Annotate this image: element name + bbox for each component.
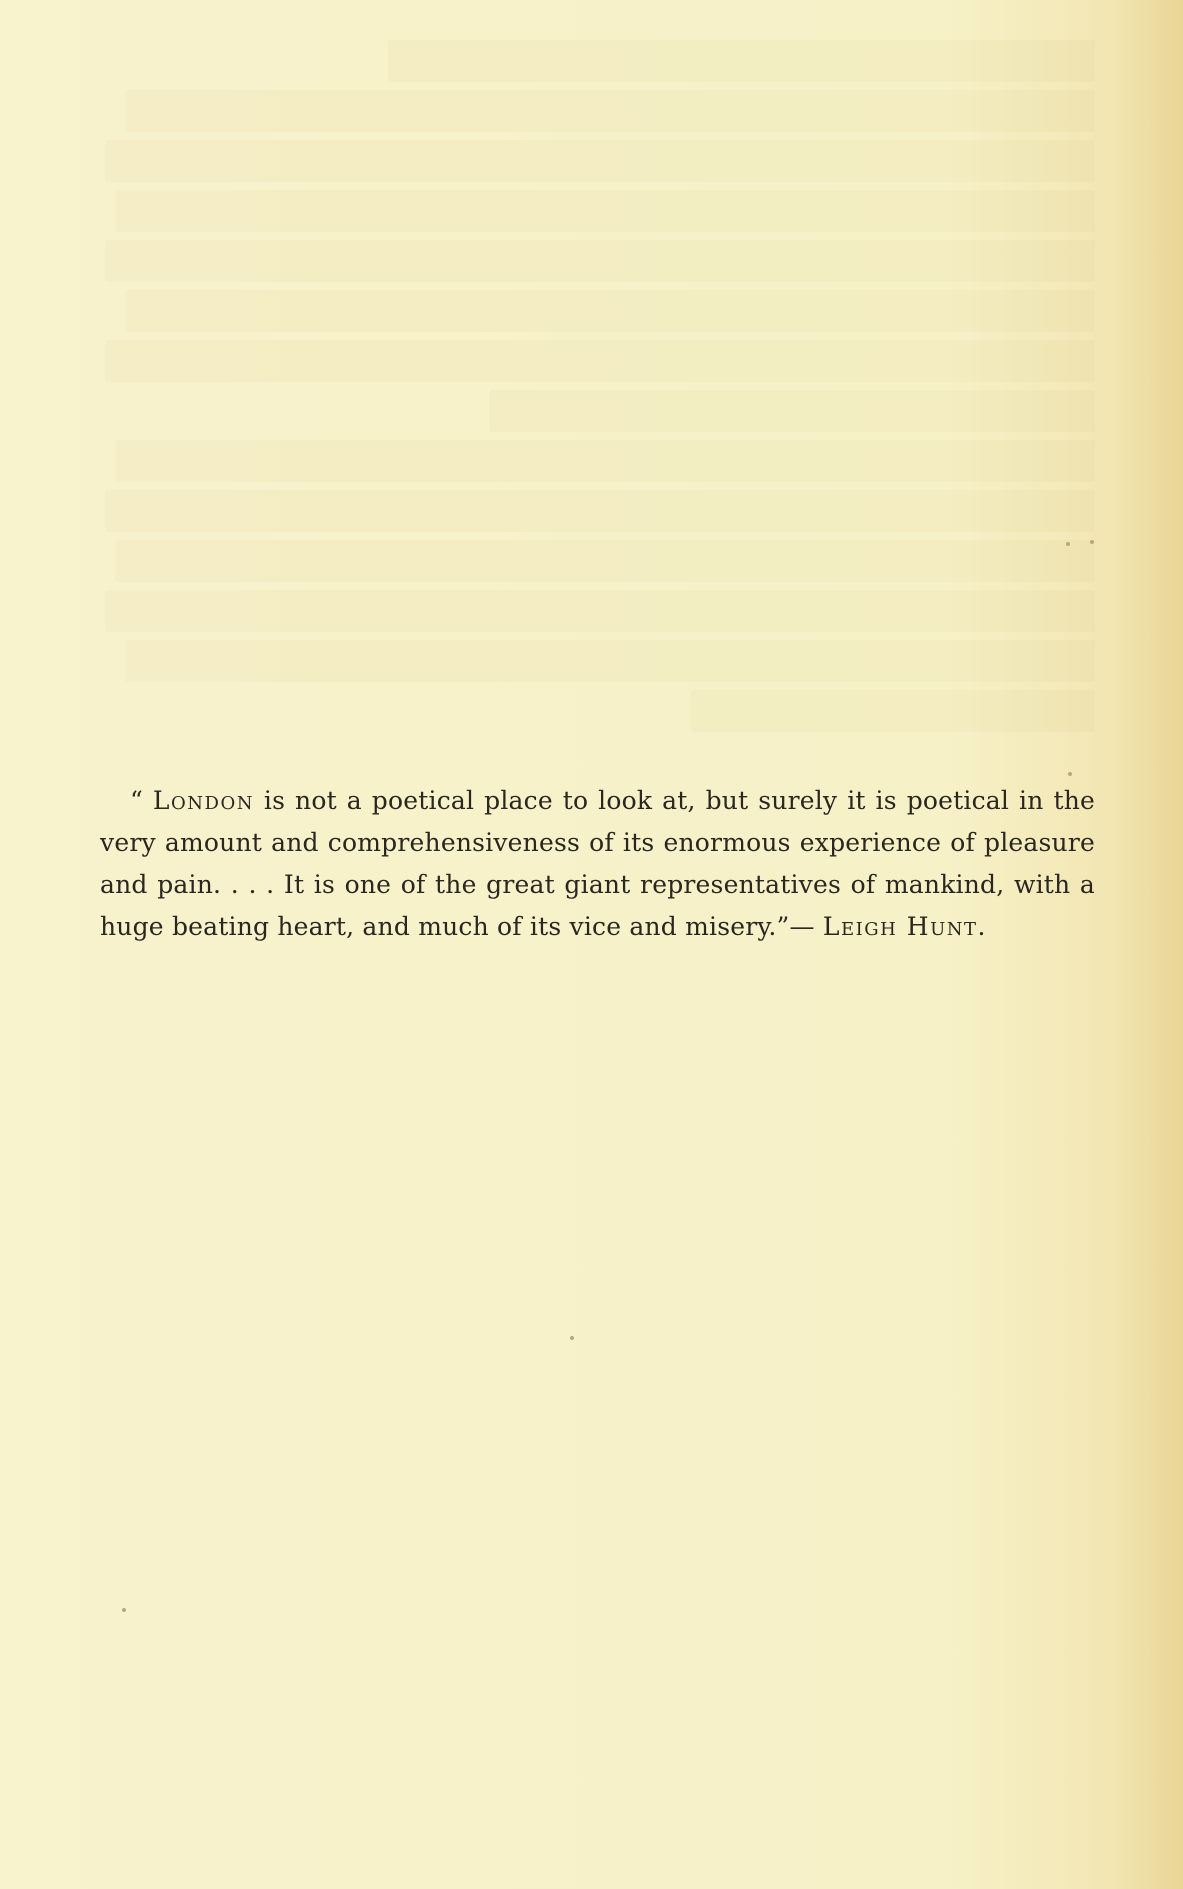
paper-speck (1090, 540, 1094, 544)
quote-body: is not a poetical place to look at, but surely it is poetical in the very amount and comprehensiveness of its enormous experience of pleasure and pain. . . . It is one of the great giant representatives of mankind, with a huge beating heart, and much of its vice and misery.”— (100, 786, 1095, 941)
quote-attribution: Leigh Hunt. (822, 912, 987, 941)
epigraph-quote (100, 780, 1095, 948)
paper-speck (1068, 772, 1072, 776)
bleed-through-text (85, 40, 1095, 740)
quote-lead-word: London (152, 786, 254, 815)
paper-speck (1066, 542, 1070, 546)
paper-speck (122, 1608, 126, 1612)
open-quote-mark: “ (130, 786, 143, 815)
paper-speck (570, 1336, 574, 1340)
